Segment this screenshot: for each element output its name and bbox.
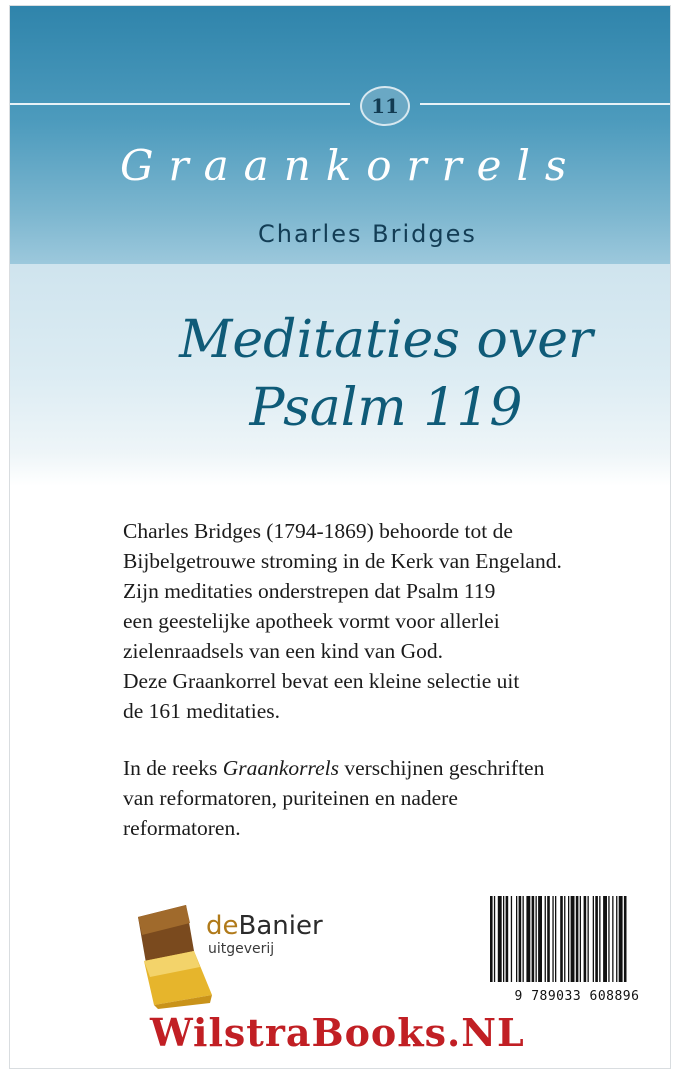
barcode-bar — [593, 896, 594, 982]
barcode-bar — [588, 896, 589, 982]
barcode-bar — [503, 896, 504, 982]
header-rule-right — [420, 103, 670, 105]
barcode-bars — [484, 892, 670, 986]
blurb-text: In de reeks — [123, 756, 223, 780]
barcode-bar — [571, 896, 575, 982]
blurb — [123, 516, 668, 843]
barcode-bar — [568, 896, 569, 982]
barcode-bar — [595, 896, 598, 982]
blurb-line: reformatoren. — [123, 816, 241, 840]
header-rule-left — [10, 103, 350, 105]
blurb-line: een geestelijke apotheek vormt voor allerlei — [123, 609, 500, 633]
barcode-bar — [599, 896, 600, 982]
barcode-bar — [560, 896, 563, 982]
blurb-text: verschijnen geschriften — [338, 756, 545, 780]
barcode-bar — [506, 896, 509, 982]
barcode-bar — [612, 896, 613, 982]
barcode-bar — [516, 896, 517, 982]
book-title-line-2: Psalm 119 — [249, 378, 523, 438]
publisher-name: deBanier — [206, 911, 323, 941]
barcode-bar — [564, 896, 565, 982]
blurb-line: zielenraadsels van een kind van God. — [123, 639, 443, 663]
barcode-bar — [526, 896, 530, 982]
series-name-italic: Graankorrels — [222, 756, 339, 780]
book-back-cover — [10, 6, 670, 1068]
barcode-bar — [624, 896, 627, 982]
blurb-line: de 161 meditaties. — [123, 699, 281, 723]
barcode — [484, 892, 670, 1004]
barcode-bar — [498, 896, 502, 982]
blurb-line: Bijbelgetrouwe stroming in de Kerk van Engeland. — [123, 549, 562, 573]
barcode-bar — [545, 896, 546, 982]
blurb-line: Zijn meditaties onderstrepen dat Psalm 119 — [123, 579, 496, 603]
barcode-bar — [608, 896, 609, 982]
barcode-bar — [616, 896, 617, 982]
book-title-line-1: Meditaties over — [179, 310, 593, 370]
blurb-line: Charles Bridges (1794-1869) behoorde tot de — [123, 519, 513, 543]
barcode-bar — [584, 896, 587, 982]
barcode-bar — [532, 896, 535, 982]
barcode-bar — [519, 896, 522, 982]
blurb-line: van reformatoren, puriteinen en nadere — [123, 786, 458, 810]
publisher-subtitle: uitgeverij — [208, 941, 275, 957]
blurb-line: Deze Graankorrel bevat een kleine selectie uit — [123, 669, 520, 693]
barcode-bar — [619, 896, 623, 982]
series-number-badge: 11 — [360, 86, 410, 126]
barcode-bar — [538, 896, 542, 982]
barcode-bar — [511, 896, 512, 982]
barcode-bar — [490, 896, 493, 982]
book-title — [106, 306, 666, 442]
barcode-bar — [536, 896, 537, 982]
barcode-bar — [547, 896, 550, 982]
author-name: Charles Bridges — [258, 220, 477, 248]
barcode-bar — [555, 896, 556, 982]
barcode-bar — [576, 896, 579, 982]
barcode-bar — [523, 896, 524, 982]
barcode-bar — [603, 896, 607, 982]
barcode-bar — [552, 896, 553, 982]
blurb-paragraph-1 — [123, 516, 668, 726]
series-title: Graankorrels — [120, 141, 582, 190]
barcode-bar — [494, 896, 495, 982]
barcode-bar — [580, 896, 581, 982]
isbn-number: 9 789033 608896 — [514, 989, 640, 1004]
blurb-paragraph-2 — [123, 753, 668, 843]
publisher-mark — [206, 911, 323, 957]
watermark-text: WilstraBooks.NL — [150, 1010, 525, 1055]
